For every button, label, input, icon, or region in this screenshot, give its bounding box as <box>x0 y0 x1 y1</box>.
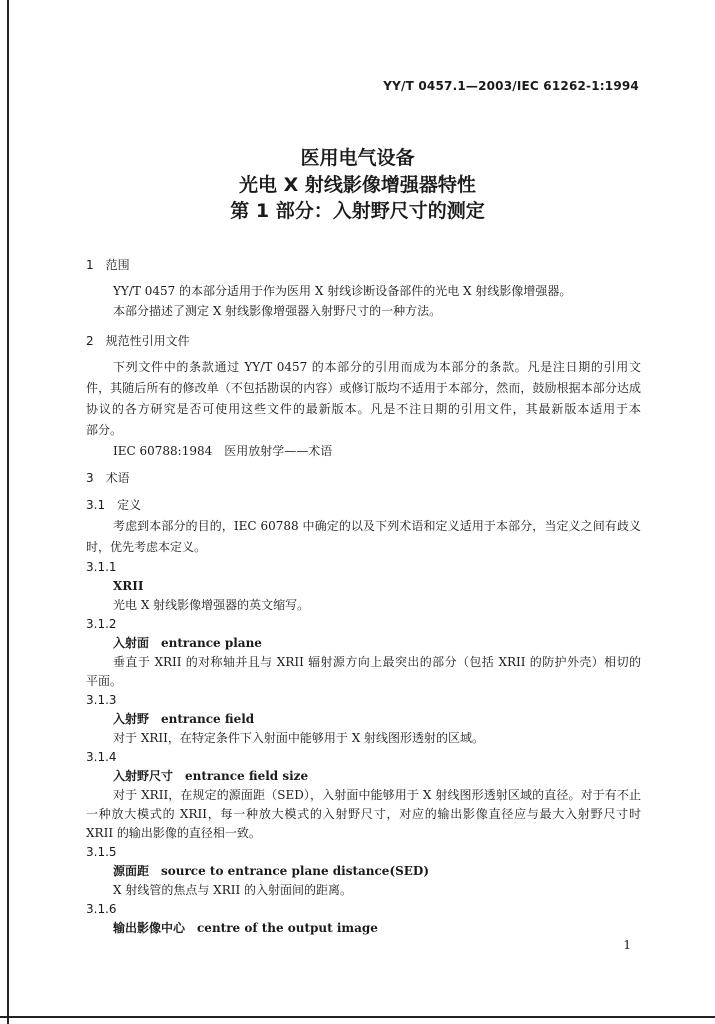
clause-3-1-5-number: 3.1.5 <box>86 845 117 859</box>
normative-reference: IEC 60788:1984 医用放射学——术语 <box>113 444 333 458</box>
title-line-3: 第 1 部分：入射野尺寸的测定 <box>230 200 485 222</box>
clause-3-1-2-definition-line-1: 垂直于 XRII 的对称轴并且与 XRII 辐射源方向上最突出的部分（包括 XRII 的防护外壳）相切的 <box>113 655 641 669</box>
clause-3-1-4-definition-line-1: 对于 XRII，在规定的源面距（SED），入射面中能够用于 X 射线图形透射区域的直径。对于有不止 <box>113 788 641 802</box>
clause-3-1-2-number: 3.1.2 <box>86 617 117 631</box>
title-line-1: 医用电气设备 <box>300 147 415 169</box>
section-3-1-paragraph-line-2: 时，优先考虑本定义。 <box>86 540 207 554</box>
title-line-2: 光电 X 射线影像增强器特性 <box>239 174 476 196</box>
section-3-1-paragraph-line-1: 考虑到本部分的目的，IEC 60788 中确定的以及下列术语和定义适用于本部分，当定义之间有歧义 <box>113 519 641 533</box>
clause-3-1-2-term: 入射面 entrance plane <box>113 636 262 650</box>
clause-3-1-4-definition-line-2: 一种放大模式的 XRII，每一种放大模式的入射野尺寸，对应的输出影像直径应与最大入射野尺寸时 <box>86 807 641 821</box>
clause-3-1-5-term: 源面距 source to entrance plane distance(SED) <box>113 864 430 878</box>
section-2-paragraph-line-3: 协议的各方研究是否可使用这些文件的最新版本。凡是不注日期的引用文件，其最新版本适用于本 <box>86 402 641 416</box>
section-2-paragraph-line-4: 部分。 <box>86 423 123 437</box>
section-1-heading: 1 范围 <box>86 258 130 272</box>
clause-3-1-4-term: 入射野尺寸 entrance field size <box>113 769 309 783</box>
clause-3-1-3-term: 入射野 entrance field <box>113 712 255 726</box>
clause-3-1-1-definition: 光电 X 射线影像增强器的英文缩写。 <box>113 598 310 612</box>
section-3-1-heading: 3.1 定义 <box>86 498 142 512</box>
clause-3-1-1-number: 3.1.1 <box>86 560 117 574</box>
clause-3-1-6-number: 3.1.6 <box>86 902 117 916</box>
section-3-heading: 3 术语 <box>86 471 130 485</box>
clause-3-1-2-definition-line-2: 平面。 <box>86 674 123 688</box>
clause-3-1-4-definition-line-3: XRII 的输出影像的直径相一致。 <box>86 826 261 840</box>
clause-3-1-3-number: 3.1.3 <box>86 693 117 707</box>
section-2-paragraph-line-1: 下列文件中的条款通过 YY/T 0457 的本部分的引用而成为本部分的条款。凡是注日期的引用文 <box>113 360 641 374</box>
section-1-paragraph-1: YY/T 0457 的本部分适用于作为医用 X 射线诊断设备部件的光电 X 射线影像增强器。 <box>113 284 572 298</box>
section-1-paragraph-2: 本部分描述了测定 X 射线影像增强器入射野尺寸的一种方法。 <box>113 304 442 318</box>
page-number: 1 <box>623 938 631 952</box>
scan-edge-bottom <box>0 1016 715 1018</box>
section-2-paragraph-line-2: 件，其随后所有的修改单（不包括勘误的内容）或修订版均不适用于本部分，然而，鼓励根据本部分达成 <box>86 381 641 395</box>
section-2-heading: 2 规范性引用文件 <box>86 334 190 348</box>
clause-3-1-1-term: XRII <box>113 579 144 593</box>
clause-3-1-5-definition: X 射线管的焦点与 XRII 的入射面间的距离。 <box>113 883 353 897</box>
clause-3-1-6-term: 输出影像中心 centre of the output image <box>113 921 378 935</box>
clause-3-1-3-definition: 对于 XRII，在特定条件下入射面中能够用于 X 射线图形透射的区域。 <box>113 731 485 745</box>
standard-number: YY/T 0457.1—2003/IEC 61262-1:1994 <box>383 79 639 93</box>
clause-3-1-4-number: 3.1.4 <box>86 750 117 764</box>
